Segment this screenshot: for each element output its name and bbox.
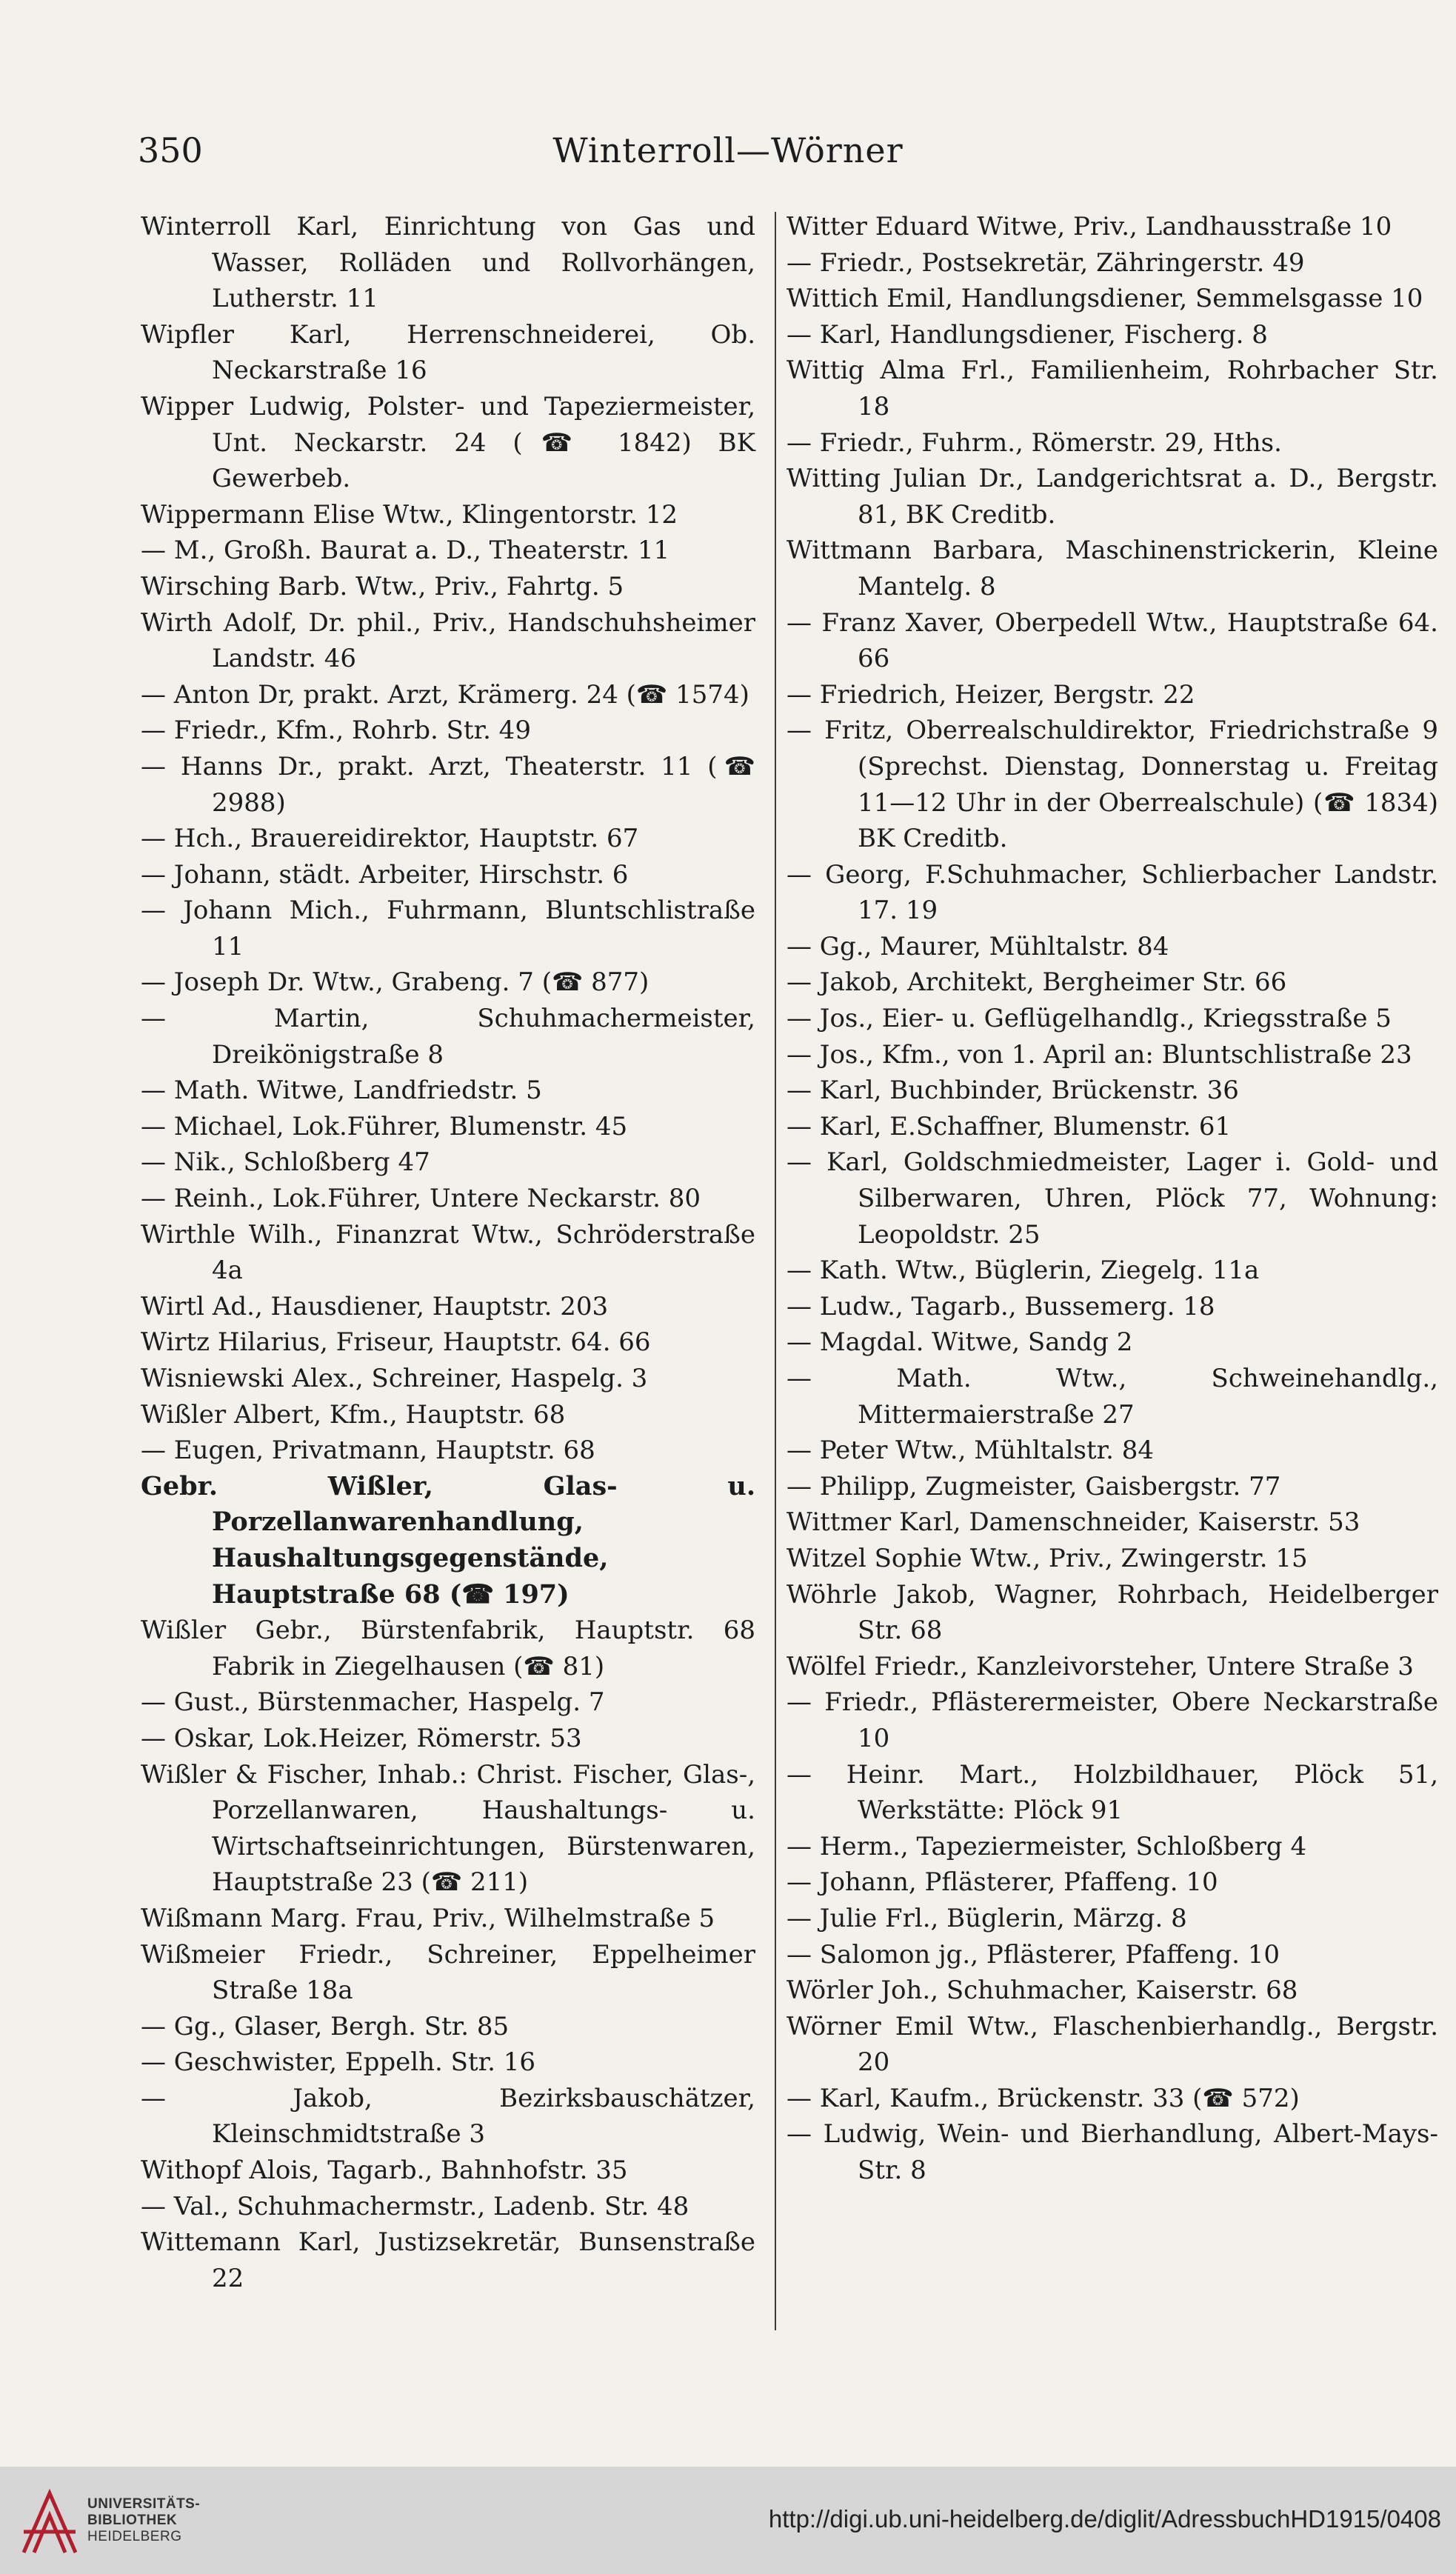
library-name [87,2496,200,2545]
directory-entry: Wittig Alma Frl., Familienheim, Rohrbacher Str. 18 [787,356,1438,421]
directory-entry: Wisniewski Alex., Schreiner, Haspelg. 3 [141,1364,648,1393]
directory-entry: — Ludwig, Wein- und Bierhandlung, Albert-Mays-Str. 8 [787,2119,1438,2186]
column-divider [775,212,776,2330]
directory-entry: — Kath. Wtw., Büglerin, Ziegelg. 11a [787,1256,1260,1286]
directory-entry: — Karl, Kaufm., Brückenstr. 33 (☎ 572) [787,2083,1300,2113]
directory-entry-advertisement: Gebr. Wißler, Glas- u. Porzellanwarenhandlung, Haushaltungsgegenstände, Hauptstraße 68 (☎ 197) [141,1470,755,1610]
directory-entry: — Anton Dr, prakt. Arzt, Krämerg. 24 (☎ 1574) [141,679,749,710]
directory-entry: Wißler & Fischer, Inhab.: Christ. Fischer, Glas-, Porzellanwaren, Haushaltungs- u. Wirtschaftseinrichtungen, Bürstenwaren, Hauptstraße 23 (☎ 211) [141,1759,755,1898]
directory-entry: — Johann, Pflästerer, Pfaffeng. 10 [787,1867,1218,1898]
directory-entry: — Franz Xaver, Oberpedell Wtw., Hauptstraße 64. 66 [787,607,1438,674]
directory-entry: Wipper Ludwig, Polster- und Tapeziermeister, Unt. Neckarstr. 24 (☎ 1842) BK Gewerbeb. [141,391,755,494]
directory-entry: — Jakob, Bezirksbauschätzer, Kleinschmidtstraße 3 [141,2083,755,2150]
directory-entry: Wörner Emil Wtw., Flaschenbierhandlg., Bergstr. 20 [787,2011,1438,2078]
directory-entry: — Friedrich, Heizer, Bergstr. 22 [787,679,1195,710]
directory-entry: — Gg., Glaser, Bergh. Str. 85 [141,2011,510,2041]
directory-entry: Witzel Sophie Wtw., Priv., Zwingerstr. 15 [787,1543,1308,1573]
directory-entry: Wittmer Karl, Damenschneider, Kaiserstr. 53 [787,1507,1360,1538]
directory-entry: — Hanns Dr., prakt. Arzt, Theaterstr. 11 (☎ 2988) [141,751,755,818]
directory-entry: — Georg, F.Schuhmacher, Schlierbacher Landstr. 17. 19 [787,859,1438,926]
directory-entry: — Gg., Maurer, Mühltalstr. 84 [787,931,1169,961]
directory-entry: — Magdal. Witwe, Sandg 2 [787,1327,1133,1358]
directory-entry: Wöhrle Jakob, Wagner, Rohrbach, Heidelberger Str. 68 [787,1579,1438,1646]
university-library-logo-icon [16,2487,83,2558]
directory-entry: — Jos., Kfm., von 1. April an: Bluntschlistraße 23 [787,1039,1412,1070]
left-column [141,209,755,2296]
directory-entry: — Philipp, Zugmeister, Gaisbergstr. 77 [787,1471,1281,1501]
directory-entry: Wißler Gebr., Bürstenfabrik, Hauptstr. 68 Fabrik in Ziegelhausen (☎ 81) [141,1616,755,1681]
directory-entry: — Friedr., Pflästerermeister, Obere Neckarstraße 10 [787,1687,1438,1753]
directory-entry: — Karl, Handlungsdiener, Fischerg. 8 [787,319,1268,350]
directory-entry: — Salomon jg., Pflästerer, Pfaffeng. 10 [787,1939,1280,1970]
directory-entry: — Gust., Bürstenmacher, Haspelg. 7 [141,1687,605,1718]
directory-entry: — Geschwister, Eppelh. Str. 16 [141,2047,536,2078]
directory-entry: — Joseph Dr. Wtw., Grabeng. 7 (☎ 877) [141,967,649,998]
directory-entry: — Friedr., Kfm., Rohrb. Str. 49 [141,716,531,746]
directory-entry: Wirsching Barb. Wtw., Priv., Fahrtg. 5 [141,571,624,601]
directory-entry: Wittich Emil, Handlungsdiener, Semmelsgasse 10 [787,284,1423,314]
directory-entry: — Peter Wtw., Mühltalstr. 84 [787,1436,1155,1466]
directory-entry: — Friedr., Postsekretär, Zähringerstr. 49 [787,247,1305,278]
directory-entry: — Math. Witwe, Landfriedstr. 5 [141,1076,542,1106]
library-name-line: UNIVERSITÄTS- [87,2496,201,2512]
directory-entry: Wipfler Karl, Herrenschneiderei, Ob. Neckarstraße 16 [141,319,755,386]
directory-entry: — Julie Frl., Büglerin, Märzg. 8 [787,1903,1187,1933]
directory-entry: — Ludw., Tagarb., Bussemerg. 18 [787,1291,1215,1321]
directory-entry: — Karl, E.Schaffner, Blumenstr. 61 [787,1111,1232,1141]
directory-entry: Wirth Adolf, Dr. phil., Priv., Handschuhsheimer Landstr. 46 [141,607,755,674]
directory-entry: — Martin, Schuhmachermeister, Dreikönigstraße 8 [141,1004,755,1070]
directory-entry: Winterroll Karl, Einrichtung von Gas und Wasser, Rolläden und Rollvorhängen, Lutherstr. 11 [141,212,755,314]
directory-entry: — Jakob, Architekt, Bergheimer Str. 66 [787,967,1287,998]
directory-entry: — Eugen, Privatmann, Hauptstr. 68 [141,1436,595,1466]
viewer-footer [0,2467,1456,2574]
directory-entry: — Fritz, Oberrealschuldirektor, Friedrichstraße 9 (Sprechst. Dienstag, Donnerstag u. Freitag 11—12 Uhr in der Oberrealschule) (☎ 1834) BK Creditb. [787,716,1438,854]
library-name-line: BIBLIOTHEK [87,2513,178,2528]
directory-entry: — Hch., Brauereidirektor, Hauptstr. 67 [141,824,639,854]
directory-entry: — Reinh., Lok.Führer, Untere Neckarstr. 80 [141,1184,701,1214]
permalink-url[interactable]: http://digi.ub.uni-heidelberg.de/diglit/AdressbuchHD1915/0408 [768,2505,1441,2533]
directory-entry: Wittemann Karl, Justizsekretär, Bunsenstraße 22 [141,2227,755,2293]
running-title: Winterroll—Wörner [552,130,904,170]
directory-entry: — M., Großh. Baurat a. D., Theaterstr. 11 [141,536,670,566]
directory-entry: Wirtl Ad., Hausdiener, Hauptstr. 203 [141,1291,609,1321]
directory-entry: — Karl, Goldschmiedmeister, Lager i. Gold- und Silberwaren, Uhren, Plöck 77, Wohnung: Leopoldstr. 25 [787,1147,1438,1250]
directory-entry: Wittmann Barbara, Maschinenstrickerin, Kleine Mantelg. 8 [787,536,1438,601]
directory-entry: Witter Eduard Witwe, Priv., Landhausstraße 10 [787,212,1392,241]
directory-entry: — Jos., Eier- u. Geflügelhandlg., Kriegsstraße 5 [787,1004,1392,1034]
directory-entry: Wölfel Friedr., Kanzleivorsteher, Untere Straße 3 [787,1651,1414,1681]
right-column [787,209,1438,2189]
directory-entry: Wißmeier Friedr., Schreiner, Eppelheimer Straße 18a [141,1939,755,2006]
page-number: 350 [138,130,203,170]
page-header [0,124,1456,176]
directory-entry: Witting Julian Dr., Landgerichtsrat a. D., Bergstr. 81, BK Creditb. [787,464,1438,530]
directory-entry: Wippermann Elise Wtw., Klingentorstr. 12 [141,499,678,530]
directory-entry: — Math. Wtw., Schweinehandlg., Mittermaierstraße 27 [787,1364,1438,1430]
directory-entry: Wißmann Marg. Frau, Priv., Wilhelmstraße 5 [141,1903,715,1933]
directory-entry: Wirthle Wilh., Finanzrat Wtw., Schröderstraße 4a [141,1219,755,1286]
directory-entry: — Val., Schuhmachermstr., Ladenb. Str. 48 [141,2191,689,2221]
directory-entry: — Johann, städt. Arbeiter, Hirschstr. 6 [141,859,629,890]
directory-entry: Wörler Joh., Schuhmacher, Kaiserstr. 68 [787,1975,1298,2006]
directory-entry: Withopf Alois, Tagarb., Bahnhofstr. 35 [141,2155,628,2186]
directory-entry: — Johann Mich., Fuhrmann, Bluntschlistraße 11 [141,896,755,961]
library-name-line: HEIDELBERG [87,2529,182,2544]
directory-entry: — Nik., Schloßberg 47 [141,1147,430,1178]
directory-entry: Wirtz Hilarius, Friseur, Hauptstr. 64. 66 [141,1327,651,1358]
directory-entry: — Oskar, Lok.Heizer, Römerstr. 53 [141,1723,582,1753]
directory-entry: — Heinr. Mart., Holzbildhauer, Plöck 51, Werkstätte: Plöck 91 [787,1759,1438,1826]
directory-entry: — Karl, Buchbinder, Brückenstr. 36 [787,1076,1239,1106]
directory-entry: — Friedr., Fuhrm., Römerstr. 29, Hths. [787,427,1282,458]
directory-entry: — Michael, Lok.Führer, Blumenstr. 45 [141,1111,628,1141]
directory-entry: — Herm., Tapeziermeister, Schloßberg 4 [787,1831,1307,1861]
directory-entry: Wißler Albert, Kfm., Hauptstr. 68 [141,1399,566,1430]
